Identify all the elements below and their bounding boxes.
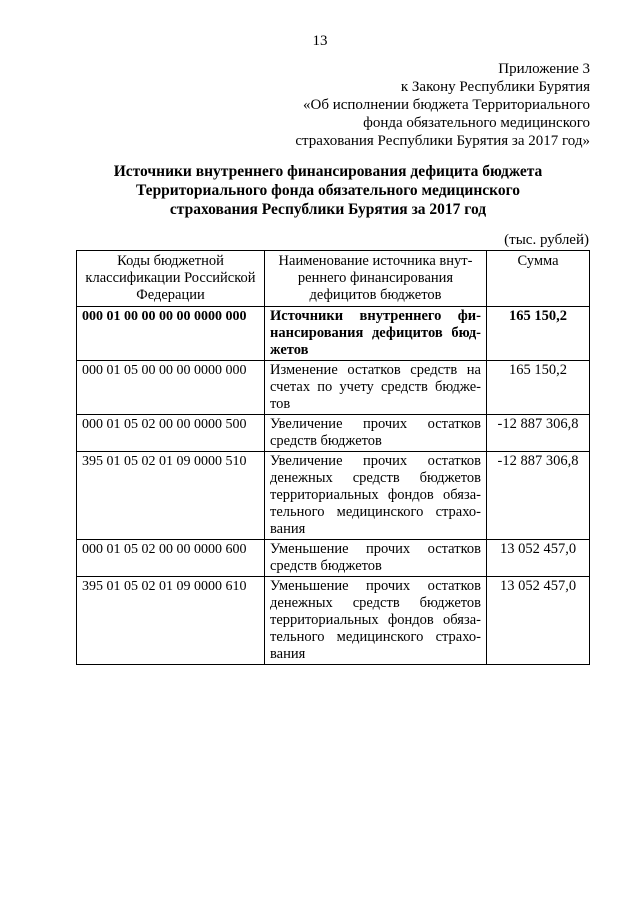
table-row	[77, 577, 590, 665]
title-line: Источники внутреннего финансирования дефицита бюджета	[113, 163, 543, 180]
header-sum: Сумма	[487, 251, 590, 307]
financing-sources-table	[76, 250, 590, 665]
row-code: 000 01 05 00 00 00 0000 000	[77, 361, 265, 415]
table-row	[77, 540, 590, 577]
row-name: Изменение остатков средств на счетах по учету средств бюджетов	[265, 361, 487, 415]
row-code: 000 01 05 02 00 00 0000 600	[77, 540, 265, 577]
table-row	[77, 361, 590, 415]
units-label: (тыс. рублей)	[504, 232, 589, 248]
header-name: Наименование источника внутреннего финансирования дефицитов бюджетов	[265, 251, 487, 307]
row-sum: 165 150,2	[487, 307, 590, 361]
row-sum: 13 052 457,0	[487, 577, 590, 665]
row-name: Уменьшение прочих остатков средств бюджетов	[265, 540, 487, 577]
row-name: Уменьшение прочих остатков денежных средств бюджетов территориальных фондов обязательного медицинского страхования	[265, 577, 487, 665]
row-sum: 13 052 457,0	[487, 540, 590, 577]
title-line: страхования Республики Бурятия за 2017 год	[169, 201, 487, 218]
row-code: 000 01 00 00 00 00 0000 000	[77, 307, 265, 361]
table-row	[77, 307, 590, 361]
header-code: Коды бюджетной классификации Российской Федерации	[77, 251, 265, 307]
appendix-line: страхования Республики Бурятия за 2017 год»	[295, 133, 590, 149]
row-sum: -12 887 306,8	[487, 415, 590, 452]
title-line: Территориального фонда обязательного медицинского	[135, 182, 521, 199]
page-number: 13	[312, 33, 328, 49]
appendix-line: Приложение 3	[498, 61, 590, 77]
row-name: Увеличение прочих остатков денежных средств бюджетов территориальных фондов обязательного медицинского страхования	[265, 452, 487, 540]
row-name: Источники внутреннего финансирования дефицитов бюджетов	[265, 307, 487, 361]
appendix-line: «Об исполнении бюджета Территориального	[303, 97, 590, 113]
row-code: 395 01 05 02 01 09 0000 610	[77, 577, 265, 665]
row-code: 000 01 05 02 00 00 0000 500	[77, 415, 265, 452]
table-header-row	[77, 251, 590, 307]
row-name: Увеличение прочих остатков средств бюджетов	[265, 415, 487, 452]
table-row	[77, 452, 590, 540]
row-sum: 165 150,2	[487, 361, 590, 415]
table-row	[77, 415, 590, 452]
appendix-line: к Закону Республики Бурятия	[400, 79, 590, 95]
row-code: 395 01 05 02 01 09 0000 510	[77, 452, 265, 540]
document-title	[60, 162, 596, 219]
appendix-reference	[295, 60, 590, 150]
appendix-line: фонда обязательного медицинского	[363, 115, 590, 131]
row-sum: -12 887 306,8	[487, 452, 590, 540]
